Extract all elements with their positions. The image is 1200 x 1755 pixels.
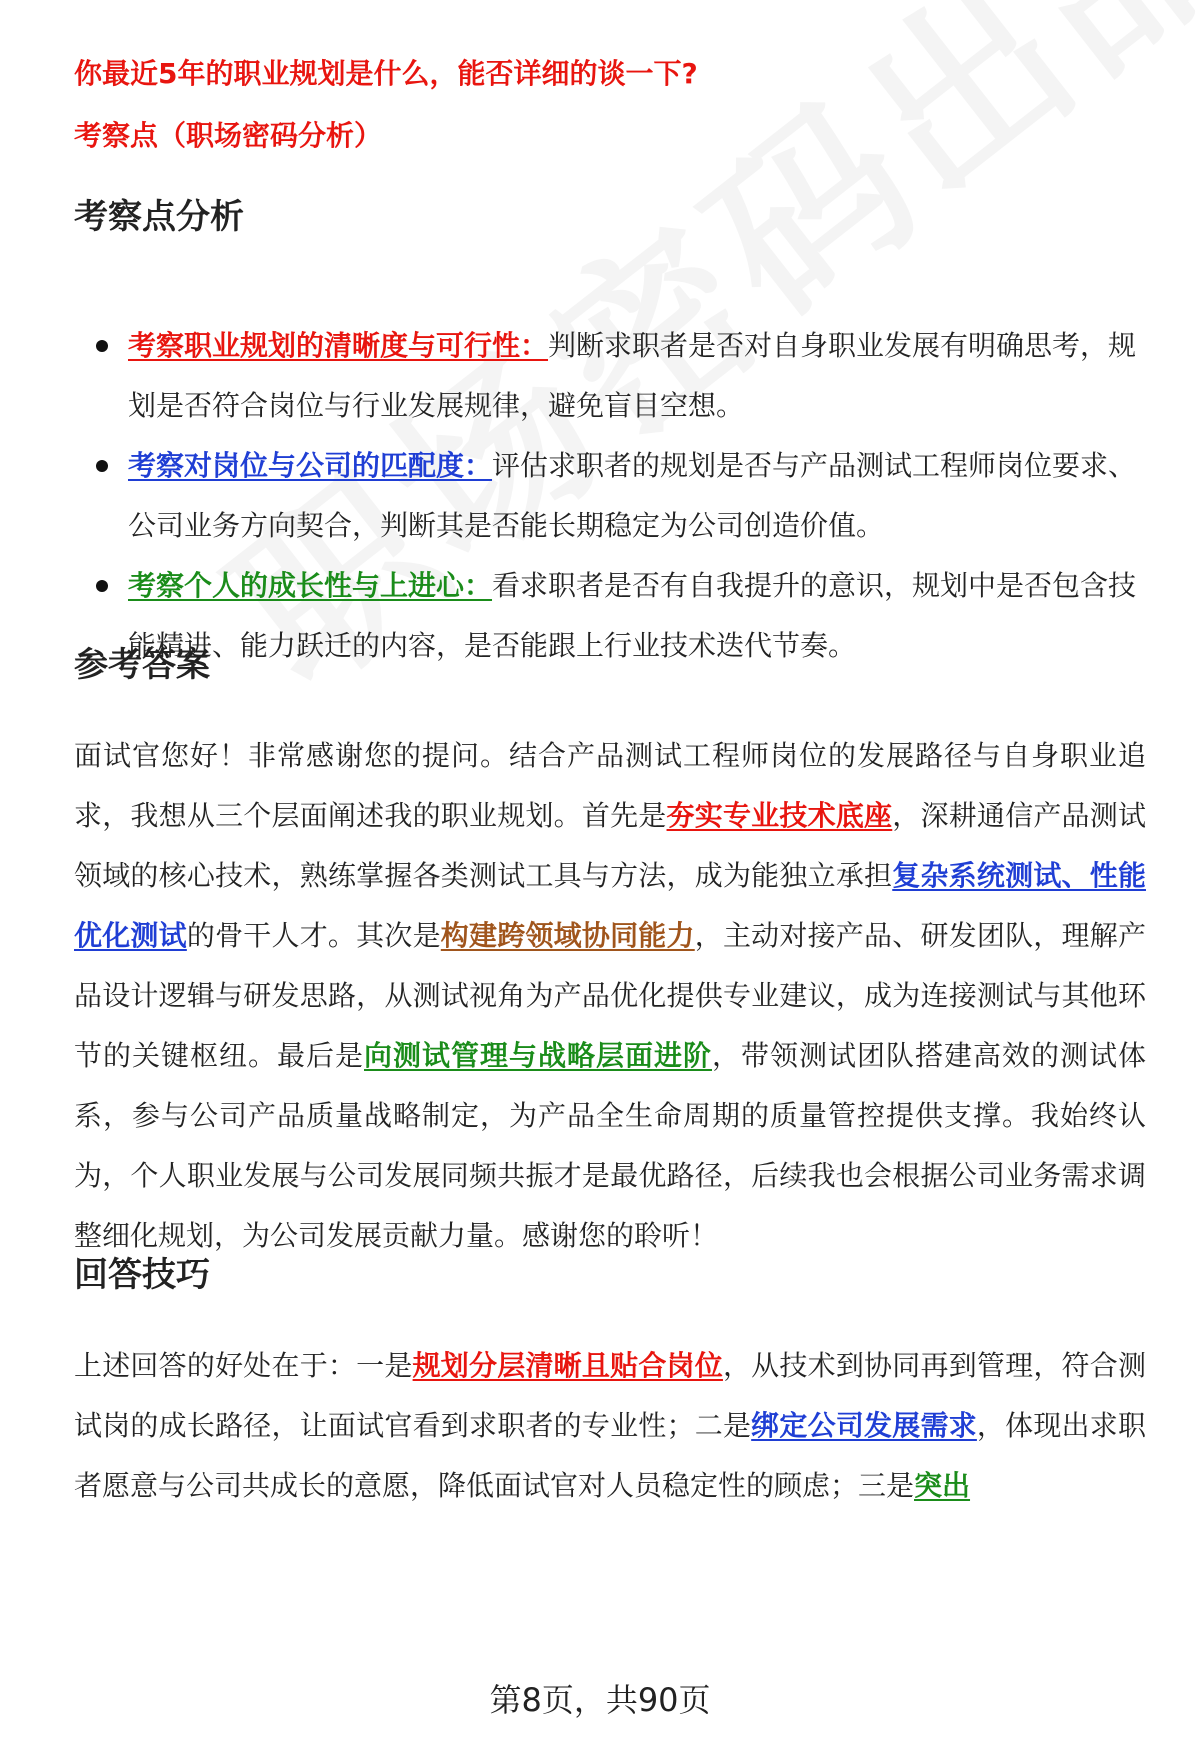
tips-paragraph — [74, 1336, 1146, 1516]
item-text: 看求职者是否有自我提升的意识，规划中是否包含技能精进、能力跃迁的内容，是否能跟上行业技术迭代节奏。 — [128, 569, 1137, 662]
tips-text: 上述回答的好处在于：一是 — [74, 1349, 413, 1382]
item-text: 评估求职者的规划是否与产品测试工程师岗位要求、公司业务方向契合，判断其是否能长期稳定为公司创造价值。 — [128, 449, 1137, 542]
item-label: 考察职业规划的清晰度与可行性： — [128, 329, 549, 362]
bullet-icon — [96, 340, 108, 352]
bullet-icon — [96, 460, 108, 472]
list-item — [74, 436, 1146, 556]
tips-heading: 回答技巧 — [74, 1255, 210, 1295]
item-label: 考察个人的成长性与上进心： — [128, 569, 493, 602]
tips-highlight: 规划分层清晰且贴合岗位 — [412, 1349, 723, 1382]
page-number: 第8页，共90页 — [489, 1681, 711, 1719]
list-item — [74, 316, 1146, 436]
analysis-heading: 考察点分析 — [74, 197, 244, 237]
answer-highlight: 复杂系统测试、性能优化测试 — [74, 859, 1146, 952]
tips-highlight: 绑定公司发展需求 — [751, 1409, 977, 1442]
list-item — [74, 556, 1146, 676]
answer-highlight: 构建跨领域协同能力 — [440, 919, 695, 952]
answer-text: ，深耕通信产品测试领域的核心技术，熟练掌握各类测试工具与方法，成为能独立承担 — [74, 799, 1146, 892]
answer-text: 面试官您好！非常感谢您的提问。结合产品测试工程师岗位的发展路径与自身职业追求，我想从三个层面阐述我的职业规划。首先是 — [74, 739, 1146, 832]
item-label: 考察对岗位与公司的匹配度： — [128, 449, 493, 482]
answer-text: 的骨干人才。其次是 — [186, 919, 441, 952]
analysis-list — [74, 316, 1146, 676]
answer-text: ，带领测试团队搭建高效的测试体系，参与公司产品质量战略制定，为产品全生命周期的质量管控提供支撑。我始终认为，个人职业发展与公司发展同频共振才是最优路径，后续我也会根据公司业务需求调整细化规划，为公司发展贡献力量。感谢您的聆听！ — [74, 1039, 1146, 1252]
answer-highlight: 向测试管理与战略层面进阶 — [364, 1039, 712, 1072]
subtitle: 考察点（职场密码分析） — [74, 119, 383, 152]
item-text: 判断求职者是否对自身职业发展有明确思考，规划是否符合岗位与行业发展规律，避免盲目空想。 — [128, 329, 1137, 422]
answer-text: ，主动对接产品、研发团队，理解产品设计逻辑与研发思路，从测试视角为产品优化提供专业建议，成为连接测试与其他环节的关键枢纽。最后是 — [74, 919, 1146, 1072]
answer-heading: 参考答案 — [74, 645, 210, 685]
tips-highlight: 突出 — [914, 1469, 971, 1502]
question-title: 你最近5年的职业规划是什么，能否详细的谈一下? — [74, 57, 698, 90]
tips-text: ，体现出求职者愿意与公司共成长的意愿，降低面试官对人员稳定性的顾虑；三是 — [74, 1409, 1146, 1502]
answer-paragraph — [74, 726, 1146, 1266]
bullet-icon — [96, 580, 108, 592]
answer-highlight: 夯实专业技术底座 — [666, 799, 893, 832]
tips-text: ，从技术到协同再到管理，符合测试岗的成长路径，让面试官看到求职者的专业性；二是 — [74, 1349, 1146, 1442]
